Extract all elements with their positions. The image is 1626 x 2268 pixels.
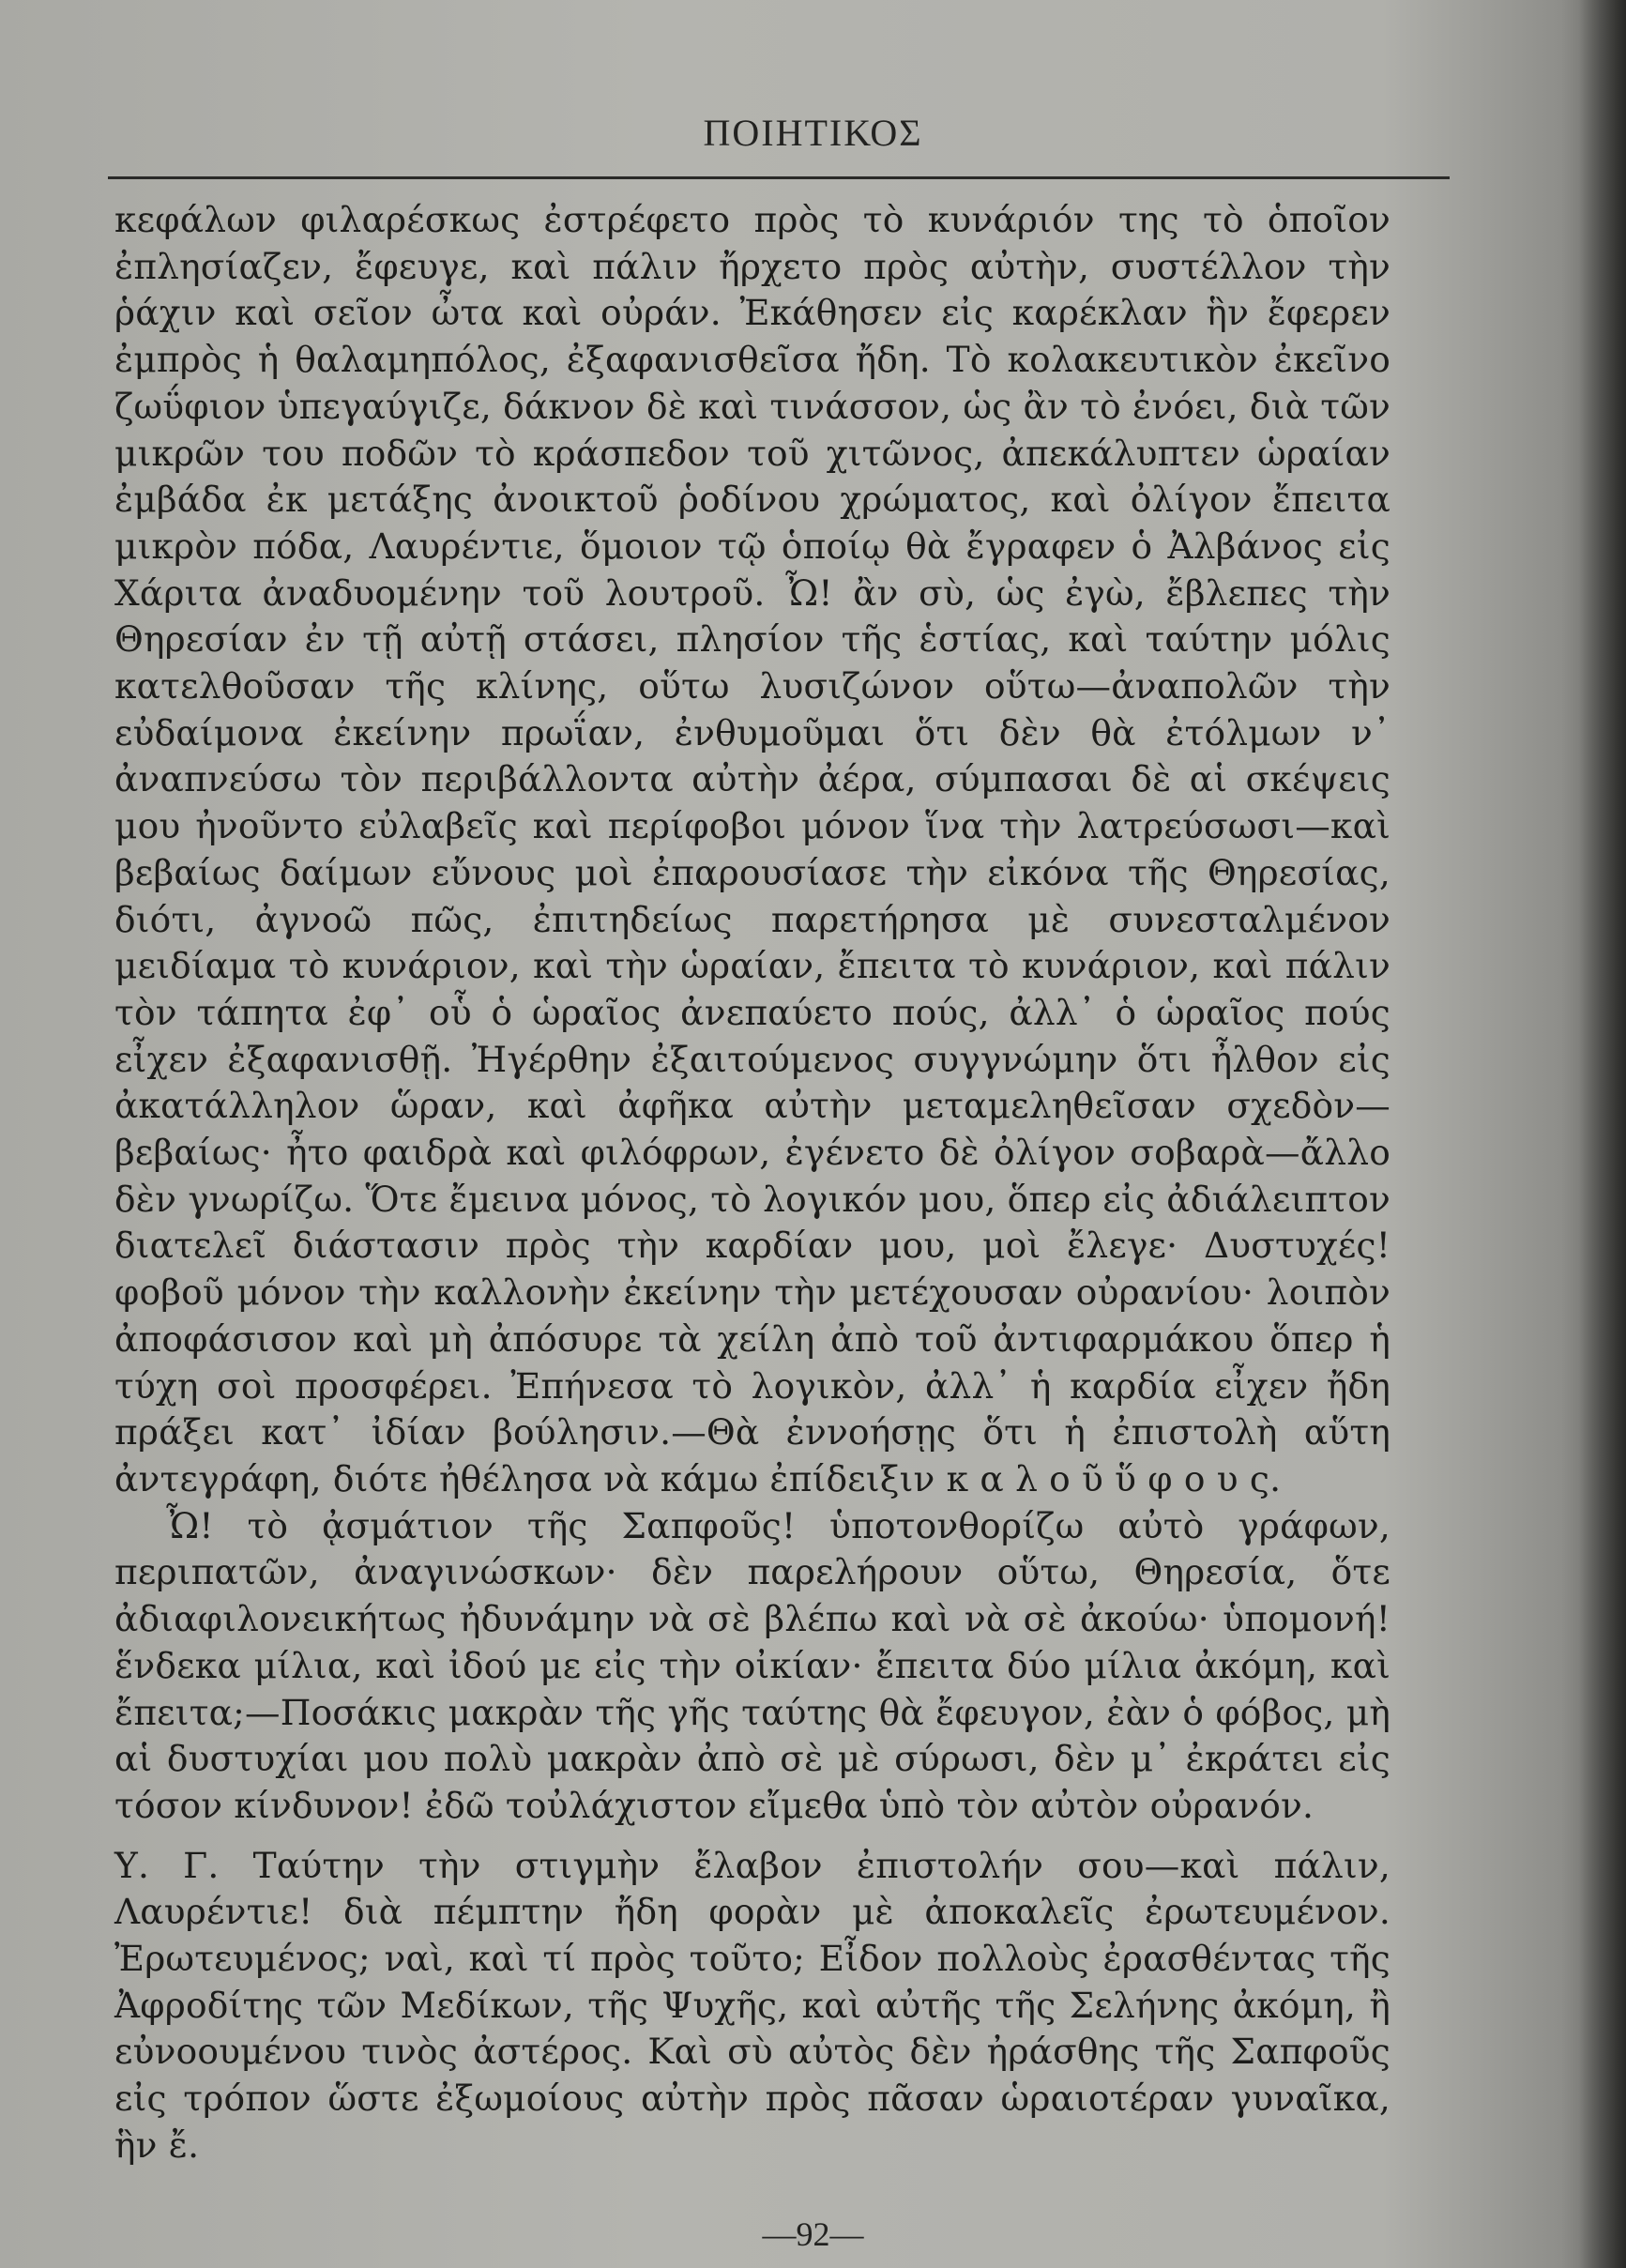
page-gutter-shadow: [1579, 0, 1626, 2268]
paragraph-postscript: Υ. Γ. Ταύτην τὴν στιγμὴν ἔλαβον ἐπιστολήν σου—καὶ πάλιν, Λαυρέντιε! διὰ πέμπτην ἤδη φορὰν μὲ ἀποκαλεῖς ἐρωτευμένον. Ἐρωτευμένος; ναὶ, καὶ τί πρὸς τοῦτο; Εἶδον πολλοὺς ἐρασθέντας τῆς Ἀφροδίτης τῶν Μεδίκων, τῆς Ψυχῆς, καὶ αὐτῆς τῆς Σελήνης ἀκόμη, ἢ εὐνοουμένου τινὸς ἀστέρος. Καὶ σὺ αὐτὸς δὲν ἠράσθης τῆς Σαπφοῦς εἰς τρόπον ὥστε ἐξωμοίους αὐτὴν πρὸς πᾶσαν ὡραιοτέραν γυναῖκα, ἣν ἔ.: [114, 1844, 1390, 2166]
running-head: ΠΟΙΗΤΙΚΟΣ: [703, 112, 923, 154]
text-body: [114, 197, 1390, 2169]
page-number: —92—: [762, 2215, 864, 2253]
header-rule: [108, 176, 1450, 179]
paragraph-continuation: κεφάλων φιλαρέσκως ἐστρέφετο πρὸς τὸ κυνάριόν της τὸ ὁποῖον ἐπλησίαζεν, ἔφευγε, καὶ πάλιν ἤρχετο πρὸς αὐτὴν, συστέλλον τὴν ῥάχιν καὶ σεῖον ὦτα καὶ οὐράν. Ἐκάθησεν εἰς καρέκλαν ἣν ἔφερεν ἐμπρὸς ἡ θαλαμηπόλος, ἐξαφανισθεῖσα ἤδη. Τὸ κολακευτικὸν ἐκεῖνο ζωΰφιον ὑπεγαύγιζε, δάκνον δὲ καὶ τινάσσον, ὡς ἂν τὸ ἐνόει, διὰ τῶν μικρῶν του ποδῶν τὸ κράσπεδον τοῦ χιτῶνος, ἀπεκάλυπτεν ὡραίαν ἐμβάδα ἐκ μετάξης ἀνοικτοῦ ῥοδίνου χρώματος, καὶ ὀλίγον ἔπειτα μικρὸν πόδα, Λαυρέντιε, ὅμοιον τῷ ὁποίῳ θὰ ἔγραφεν ὁ Ἀλβάνος εἰς Χάριτα ἀναδυομένην τοῦ λουτροῦ. Ὦ! ἂν σὺ, ὡς ἐγὼ, ἔβλεπες τὴν Θηρεσίαν ἐν τῇ αὐτῇ στάσει, πλησίον τῆς ἑστίας, καὶ ταύτην μόλις κατελθοῦσαν τῆς κλίνης, οὕτω λυσιζώνον οὕτω—ἀναπολῶν τὴν εὐδαίμονα ἐκείνην πρωΐαν, ἐνθυμοῦμαι ὅτι δὲν θὰ ἐτόλμων ν᾽ ἀναπνεύσω τὸν περιβάλλοντα αὐτὴν ἀέρα, σύμπασαι δὲ αἱ σκέψεις μου ἠνοῦντο εὐλαβεῖς καὶ περίφοβοι μόνον ἵνα τὴν λατρεύσωσι—καὶ βεβαίως δαίμων εὔνους μοὶ ἐπαρουσίασε τὴν εἰκόνα τῆς Θηρεσίας, διότι, ἀγνοῶ πῶς, ἐπιτηδείως παρετήρησα μὲ συνεσταλμένον μειδίαμα τὸ κυνάριον, καὶ τὴν ὡραίαν, ἔπειτα τὸ κυνάριον, καὶ πάλιν τὸν τάπητα ἐφ᾽ οὗ ὁ ὡραῖος ἀνεπαύετο πούς, ἀλλ᾽ ὁ ὡραῖος πούς εἶχεν ἐξαφανισθῇ. Ἠγέρθην ἐξαιτούμενος συγγνώμην ὅτι ἦλθον εἰς ἀκατάλληλον ὥραν, καὶ ἀφῆκα αὐτὴν μεταμεληθεῖσαν σχεδὸν—βεβαίως· ἦτο φαιδρὰ καὶ φιλόφρων, ἐγένετο δὲ ὀλίγον σοβαρὰ—ἄλλο δὲν γνωρίζω. Ὅτε ἔμεινα μόνος, τὸ λογικόν μου, ὅπερ εἰς ἀδιάλειπτον διατελεῖ διάστασιν πρὸς τὴν καρδίαν μου, μοὶ ἔλεγε· Δυστυχές! φοβοῦ μόνον τὴν καλλονὴν ἐκείνην τὴν μετέχουσαν οὐρανίου· λοιπὸν ἀποφάσισον καὶ μὴ ἀπόσυρε τὰ χείλη ἀπὸ τοῦ ἀντιφαρμάκου ὅπερ ἡ τύχη σοὶ προσφέρει. Ἐπήνεσα τὸ λογικὸν, ἀλλ᾽ ἡ καρδία εἶχεν ἤδη πράξει κατ᾽ ἰδίαν βούλησιν.—Θὰ ἐννοήσῃς ὅτι ἡ ἐπιστολὴ αὕτη ἀντεγράφη, διότε ἠθέλησα νὰ κάμω ἐπίδειξιν κ α λ ο ῦ ὕ φ ο υ ς.: [114, 199, 1390, 1499]
paragraph-sappho-song: Ὦ! τὸ ᾀσμάτιον τῆς Σαπφοῦς! ὑποτονθορίζω αὐτὸ γράφων, περιπατῶν, ἀναγινώσκων· δὲν παρελήρουν οὕτω, Θηρεσία, ὅτε ἀδιαφιλονεικήτως ἠδυνάμην νὰ σὲ βλέπω καὶ νὰ σὲ ἀκούω· ὑπομονή! ἕνδεκα μίλια, καὶ ἰδού με εἰς τὴν οἰκίαν· ἔπειτα δύο μίλια ἀκόμη, καὶ ἔπειτα;—Ποσάκις μακρὰν τῆς γῆς ταύτης θὰ ἔφευγον, ἐὰν ὁ φόβος, μὴ αἱ δυστυχίαι μου πολὺ μακρὰν ἀπὸ σὲ μὲ σύρωσι, δὲν μ᾽ ἐκράτει εἰς τόσον κίνδυνον! ἐδῶ τοὐλάχιστον εἴμεθα ὑπὸ τὸν αὐτὸν οὐρανόν.: [114, 1504, 1390, 1826]
